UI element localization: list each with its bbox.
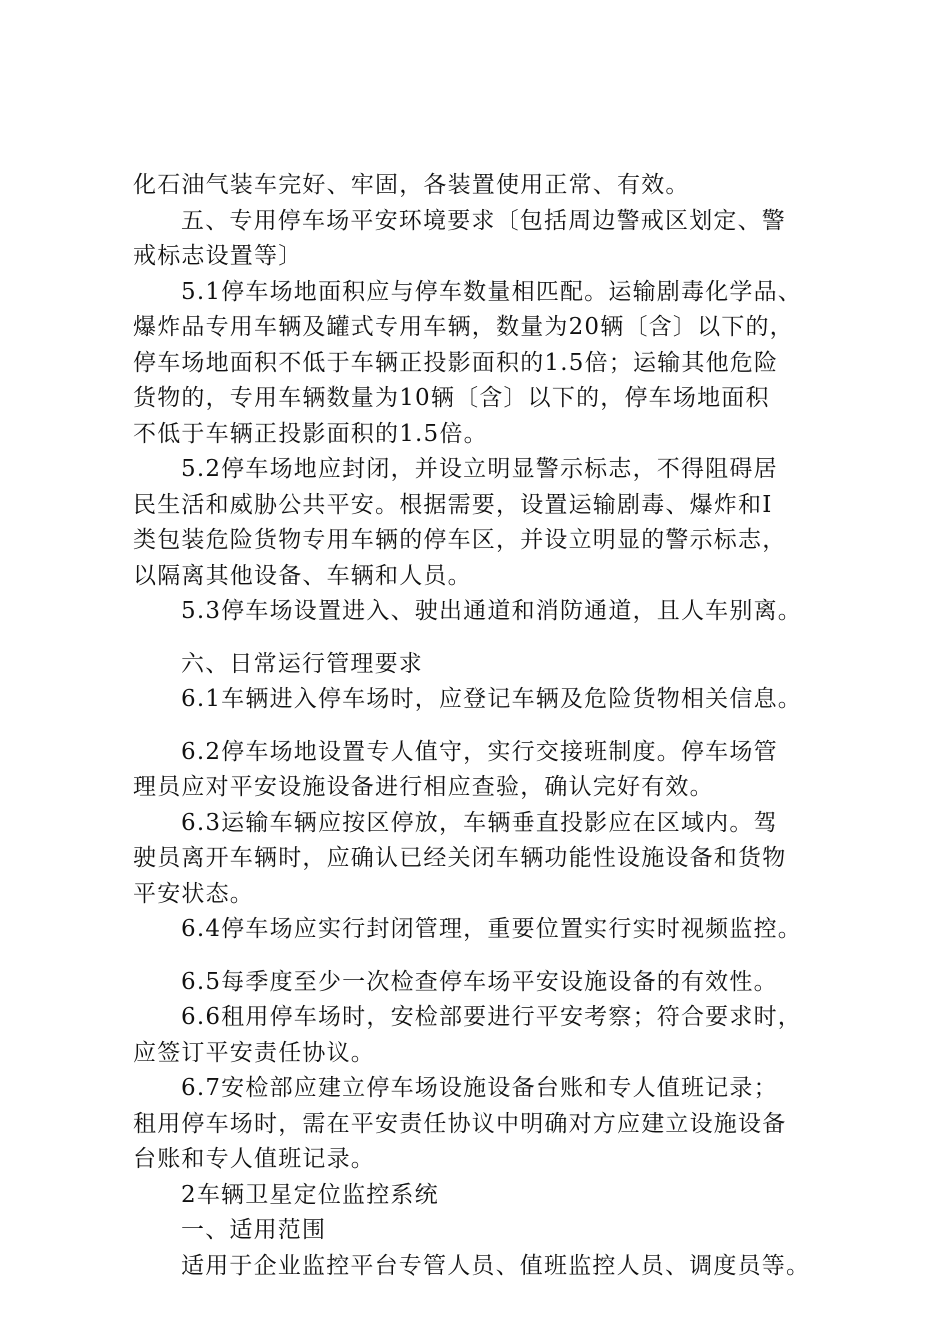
paragraph-gap xyxy=(133,948,833,965)
paragraph-gap xyxy=(133,630,833,647)
paragraph-line: 不低于车辆正投影面积的1.5倍。 xyxy=(133,420,488,447)
section-heading-5: 五、专用停车场平安环境要求〔包括周边警戒区划定、警 xyxy=(181,207,786,234)
clause-6-3: 6.3运输车辆应按区停放，车辆垂直投影应在区域内。驾 xyxy=(181,809,778,836)
section-heading-6: 六、日常运行管理要求 xyxy=(181,650,423,677)
paragraph-line: 类包装危险货物专用车辆的停车区，并设立明显的警示标志， xyxy=(133,527,787,553)
clause-6-1: 6.1车辆进入停车场时，应登记车辆及危险货物相关信息。 xyxy=(181,686,802,712)
section-heading-2: 2车辆卫星定位监控系统 xyxy=(181,1181,439,1208)
paragraph-line: 适用于企业监控平台专管人员、值班监控人员、调度员等。 xyxy=(181,1252,811,1279)
clause-6-7: 6.7安检部应建立停车场设施设备台账和专人值班记录； xyxy=(181,1075,778,1101)
paragraph-line: 租用停车场时，需在平安责任协议中明确对方应建立设施设备 xyxy=(133,1110,787,1137)
clause-6-2: 6.2停车场地设置专人值守，实行交接班制度。停车场管 xyxy=(181,738,778,765)
paragraph-line: 化石油气装车完好、牢固，各装置使用正常、有效。 xyxy=(133,172,690,198)
paragraph-line: 停车场地面积不低于车辆正投影面积的1.5倍；运输其他危险 xyxy=(133,349,779,376)
paragraph-gap xyxy=(133,718,833,735)
clause-5-1: 5.1停车场地面积应与停车数量相匹配。运输剧毒化学品、 xyxy=(181,278,802,305)
paragraph-line: 理员应对平安设施设备进行相应查验，确认完好有效。 xyxy=(133,774,714,800)
paragraph-line: 戒标志设置等〕 xyxy=(133,243,303,269)
paragraph-line: 驶员离开车辆时，应确认已经关闭车辆功能性设施设备和货物 xyxy=(133,845,787,871)
paragraph-line: 爆炸品专用车辆及罐式专用车辆，数量为20辆〔含〕以下的， xyxy=(133,314,794,340)
clause-5-3: 5.3停车场设置进入、驶出通道和消防通道，且人车别离。 xyxy=(181,598,802,624)
paragraph-line: 民生活和威胁公共平安。根据需要，设置运输剧毒、爆炸和Ⅰ xyxy=(133,491,773,518)
subsection-heading-scope: 一、适用范围 xyxy=(181,1217,327,1243)
paragraph-line: 货物的，专用车辆数量为10辆〔含〕以下的，停车场地面积 xyxy=(133,385,770,411)
clause-5-2: 5.2停车场地应封闭，并设立明显警示标志，不得阻碍居 xyxy=(181,456,778,482)
clause-6-5: 6.5每季度至少一次检查停车场平安设施设备的有效性。 xyxy=(181,968,778,995)
paragraph-line: 以隔离其他设备、车辆和人员。 xyxy=(133,562,472,589)
paragraph-line: 台账和专人值班记录。 xyxy=(133,1146,375,1172)
paragraph-line: 应签订平安责任协议。 xyxy=(133,1039,375,1066)
clause-6-4: 6.4停车场应实行封闭管理，重要位置实行实时视频监控。 xyxy=(181,916,802,942)
paragraph-line: 平安状态。 xyxy=(133,880,254,907)
document-body xyxy=(133,168,833,1284)
clause-6-6: 6.6租用停车场时，安检部要进行平安考察；符合要求时， xyxy=(181,1004,802,1030)
